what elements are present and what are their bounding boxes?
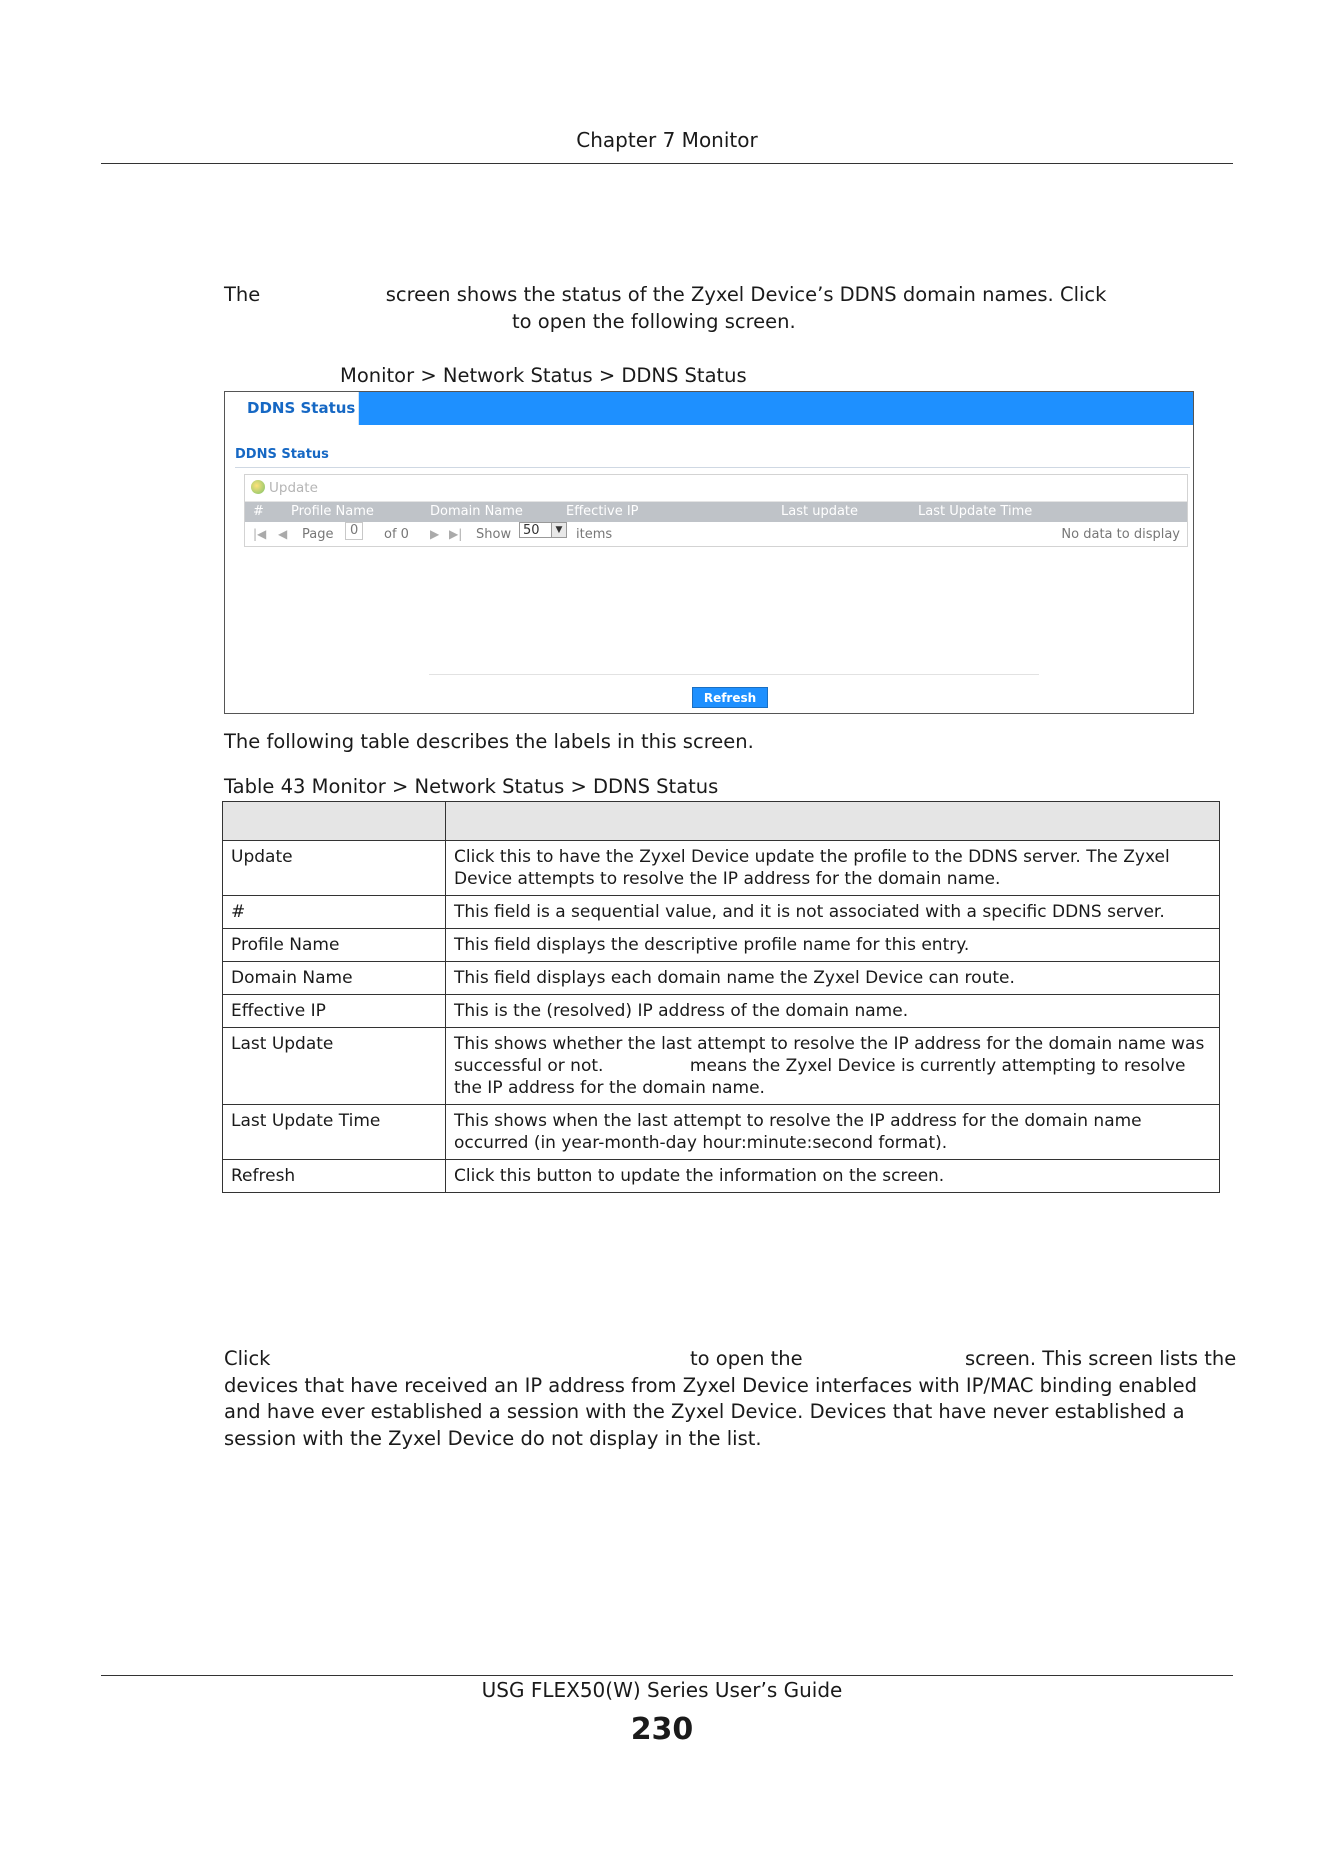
- chevron-down-icon: ▼: [551, 523, 566, 537]
- section2-click: Click: [224, 1347, 271, 1370]
- section2-screen-lists: screen. This screen lists the: [965, 1347, 1237, 1370]
- figure-caption: Monitor > Network Status > DDNS Status: [340, 364, 747, 387]
- refresh-button[interactable]: Refresh: [692, 687, 768, 708]
- table-row: [223, 962, 1220, 995]
- row-label: Effective IP: [223, 995, 446, 1028]
- no-data-message: No data to display: [1061, 527, 1180, 542]
- row-description: This is the (resolved) IP address of the domain name.: [446, 995, 1220, 1028]
- table-header-label: [223, 802, 446, 841]
- header-divider: [101, 163, 1233, 164]
- next-page-icon[interactable]: ▶: [430, 527, 440, 541]
- row-description: Click this to have the Zyxel Device update the profile to the DDNS server. The Zyxel Device attempts to resolve the IP address for the domain name.: [446, 841, 1220, 896]
- row-label: Last Update Time: [223, 1105, 446, 1160]
- table-row: [223, 1028, 1220, 1105]
- table-row: [223, 1105, 1220, 1160]
- row-label: Update: [223, 841, 446, 896]
- intro-word-the: The: [224, 283, 261, 306]
- update-button[interactable]: [251, 480, 318, 496]
- table-row: [223, 896, 1220, 929]
- first-page-icon[interactable]: |◀: [253, 527, 267, 541]
- grid-toolbar: [245, 475, 1187, 502]
- table-intro: The following table describes the labels in this screen.: [224, 730, 754, 753]
- column-header-index[interactable]: #: [253, 504, 264, 519]
- update-icon: [251, 480, 265, 494]
- label-description-table: [222, 801, 1220, 1193]
- row-description: This shows when the last attempt to resolve the IP address for the domain name occurred (in year-month-day hour:minute:second format).: [446, 1105, 1220, 1160]
- ddns-grid: [244, 474, 1188, 547]
- intro-text: screen shows the status of the Zyxel Device’s DDNS domain names. Click: [385, 283, 1107, 306]
- page-label: Page: [302, 527, 334, 542]
- section-title: DDNS Status: [235, 447, 329, 462]
- section2-line-1: [224, 1345, 270, 1372]
- intro-line-1: [224, 281, 1106, 308]
- show-label: Show: [476, 527, 512, 542]
- page-number: 230: [630, 1712, 694, 1747]
- row-label: Profile Name: [223, 929, 446, 962]
- footer-rule: [101, 1675, 1233, 1676]
- page-count: of 0: [384, 527, 409, 542]
- table-row: [223, 1160, 1220, 1193]
- table-row: [223, 995, 1220, 1028]
- section2-line-4: session with the Zyxel Device do not display in the list.: [224, 1427, 762, 1450]
- row-label: Last Update: [223, 1028, 446, 1105]
- column-header-last-update-time[interactable]: Last Update Time: [918, 504, 1033, 519]
- row-label: #: [223, 896, 446, 929]
- page-number-input[interactable]: 0: [345, 522, 363, 540]
- update-label: Update: [269, 480, 318, 496]
- ddns-status-screenshot: [224, 391, 1194, 714]
- page-size-select[interactable]: [519, 522, 567, 538]
- intro-line-2: to open the following screen.: [512, 310, 796, 333]
- table-row: [223, 841, 1220, 896]
- section2-line-2: devices that have received an IP address from Zyxel Device interfaces with IP/MAC binding enabled: [224, 1374, 1198, 1397]
- page-size-value: 50: [523, 523, 540, 538]
- last-page-icon[interactable]: ▶|: [449, 527, 463, 541]
- footer-divider: [429, 674, 1039, 675]
- row-label: Domain Name: [223, 962, 446, 995]
- table-header-row: [223, 802, 1220, 841]
- row-label: Refresh: [223, 1160, 446, 1193]
- items-label: items: [576, 527, 613, 542]
- table-header-description: [446, 802, 1220, 841]
- row-description: Click this button to update the information on the screen.: [446, 1160, 1220, 1193]
- table-caption: Table 43 Monitor > Network Status > DDNS Status: [224, 775, 719, 798]
- grid-pager: [245, 522, 1187, 547]
- section-divider: [235, 467, 1190, 468]
- row-description: This shows whether the last attempt to resolve the IP address for the domain name was successful or not. means the Zyxel Device is currently attempting to resolve the IP address for the domain name.: [446, 1028, 1220, 1105]
- column-header-domain-name[interactable]: Domain Name: [430, 504, 523, 519]
- section2-open-the: to open the: [690, 1347, 803, 1370]
- table-row: [223, 929, 1220, 962]
- column-header-profile-name[interactable]: Profile Name: [291, 504, 374, 519]
- row-description: This field displays each domain name the Zyxel Device can route.: [446, 962, 1220, 995]
- column-header-last-update[interactable]: Last update: [781, 504, 859, 519]
- chapter-header: Chapter 7 Monitor: [576, 128, 758, 152]
- column-header-effective-ip[interactable]: Effective IP: [566, 504, 639, 519]
- row-description: This field displays the descriptive profile name for this entry.: [446, 929, 1220, 962]
- guide-title: USG FLEX50(W) Series User’s Guide: [481, 1678, 843, 1702]
- prev-page-icon[interactable]: ◀: [278, 527, 288, 541]
- row-description: This field is a sequential value, and it is not associated with a specific DDNS server.: [446, 896, 1220, 929]
- grid-header: [245, 502, 1187, 522]
- section2-line-3: and have ever established a session with the Zyxel Device. Devices that have never established a: [224, 1400, 1185, 1423]
- tab-bar: [225, 392, 1193, 425]
- tab-ddns-status[interactable]: DDNS Status: [225, 392, 359, 425]
